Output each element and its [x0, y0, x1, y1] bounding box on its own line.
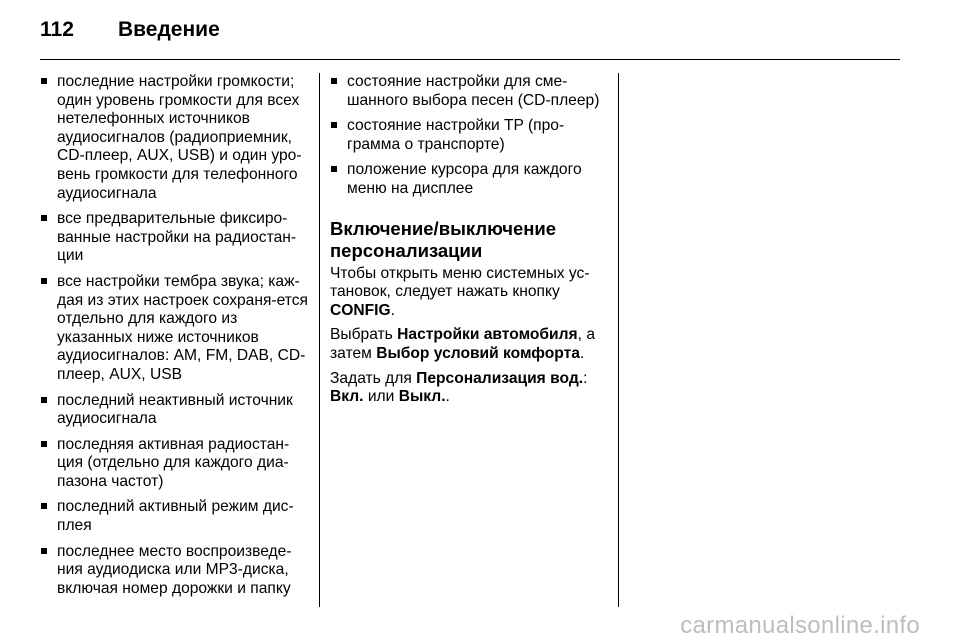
page-title: Введение [118, 18, 220, 41]
paragraph-select-menu [330, 326, 605, 363]
list-item [40, 498, 310, 535]
bullet-icon [331, 78, 337, 84]
section-heading: Включение/выключение персонализации [330, 217, 557, 261]
punctuation: : [583, 369, 588, 387]
list-item [40, 210, 310, 266]
paragraph-text: , а затем [330, 326, 595, 362]
bullet-icon [331, 122, 337, 128]
list-item-text: все настройки тембра звука; каж-дая из этих настроек сохраня-ется отдельно для каждого из указанных ниже источников аудиосигналов: AM, FM, DAB, CD-плеер, AUX, USB [57, 272, 308, 383]
list-item-text: последняя активная радиостан-ция (отдельно для каждого диа-пазона частот) [57, 435, 290, 490]
list-item [40, 392, 310, 429]
settings-list-continued [330, 73, 605, 199]
list-item [40, 273, 310, 385]
list-item [40, 543, 310, 599]
bullet-icon [41, 441, 47, 447]
bullet-icon [331, 166, 337, 172]
bullet-icon [41, 215, 47, 221]
bullet-icon [41, 397, 47, 403]
list-item-text: последнее место воспроизведе-ния аудиодиска или MP3-диска, включая номер дорожки и папку [57, 542, 292, 597]
punctuation: . [445, 388, 450, 406]
bullet-icon [41, 548, 47, 554]
paragraph-text: или [367, 388, 395, 406]
list-item [330, 161, 605, 198]
punctuation: . [579, 344, 585, 362]
bullet-icon [41, 78, 47, 84]
watermark: carmanualsonline.info [680, 612, 920, 639]
list-item [330, 73, 605, 110]
column-divider [319, 73, 320, 607]
header-divider [40, 59, 900, 60]
page-number: 112 [40, 18, 74, 41]
config-button-label: CONFIG [330, 301, 391, 319]
left-column [40, 73, 310, 605]
menu-item-comfort-settings: Выбор условий комфорта [376, 344, 580, 362]
bullet-icon [41, 278, 47, 284]
list-item-text: последний неактивный источник аудиосигнала [57, 391, 293, 428]
paragraph-text: Задать для [330, 369, 412, 387]
option-off: Выкл. [398, 388, 446, 406]
settings-list [40, 73, 310, 598]
bullet-icon [41, 503, 47, 509]
paragraph-text: Чтобы открыть меню системных ус-тановок, следует нажать кнопку [330, 264, 590, 301]
page-header [40, 18, 220, 48]
paragraph-open-menu [330, 265, 605, 321]
list-item-text: положение курсора для каждого меню на дисплее [347, 161, 582, 197]
option-driver-personalization: Персонализация вод. [416, 369, 584, 387]
list-item-text: все предварительные фиксиро-ванные настройки на радиостан-ции [57, 210, 297, 265]
paragraph-set-option [330, 370, 605, 407]
list-item-text: последние настройки громкости; один уровень громкости для всех нетелефонных источников аудиосигналов (радиоприемник, CD-плеер, AUX, USB) и один уро-вень громкости для телефонного аудиосигнала [57, 73, 302, 202]
list-item [330, 117, 605, 154]
column-divider [618, 73, 619, 607]
list-item-text: последний активный режим дис-плея [57, 498, 294, 535]
list-item-text: состояние настройки TP (про-грамма о транспорте) [347, 117, 565, 153]
list-item [40, 73, 310, 203]
punctuation: . [390, 301, 395, 319]
list-item [40, 436, 310, 492]
menu-item-vehicle-settings: Настройки автомобиля [397, 326, 578, 344]
middle-column [330, 73, 605, 413]
list-item-text: состояние настройки для сме-шанного выбора песен (CD-плеер) [347, 73, 600, 109]
paragraph-text: Выбрать [330, 326, 393, 344]
option-on: Вкл. [330, 388, 364, 406]
